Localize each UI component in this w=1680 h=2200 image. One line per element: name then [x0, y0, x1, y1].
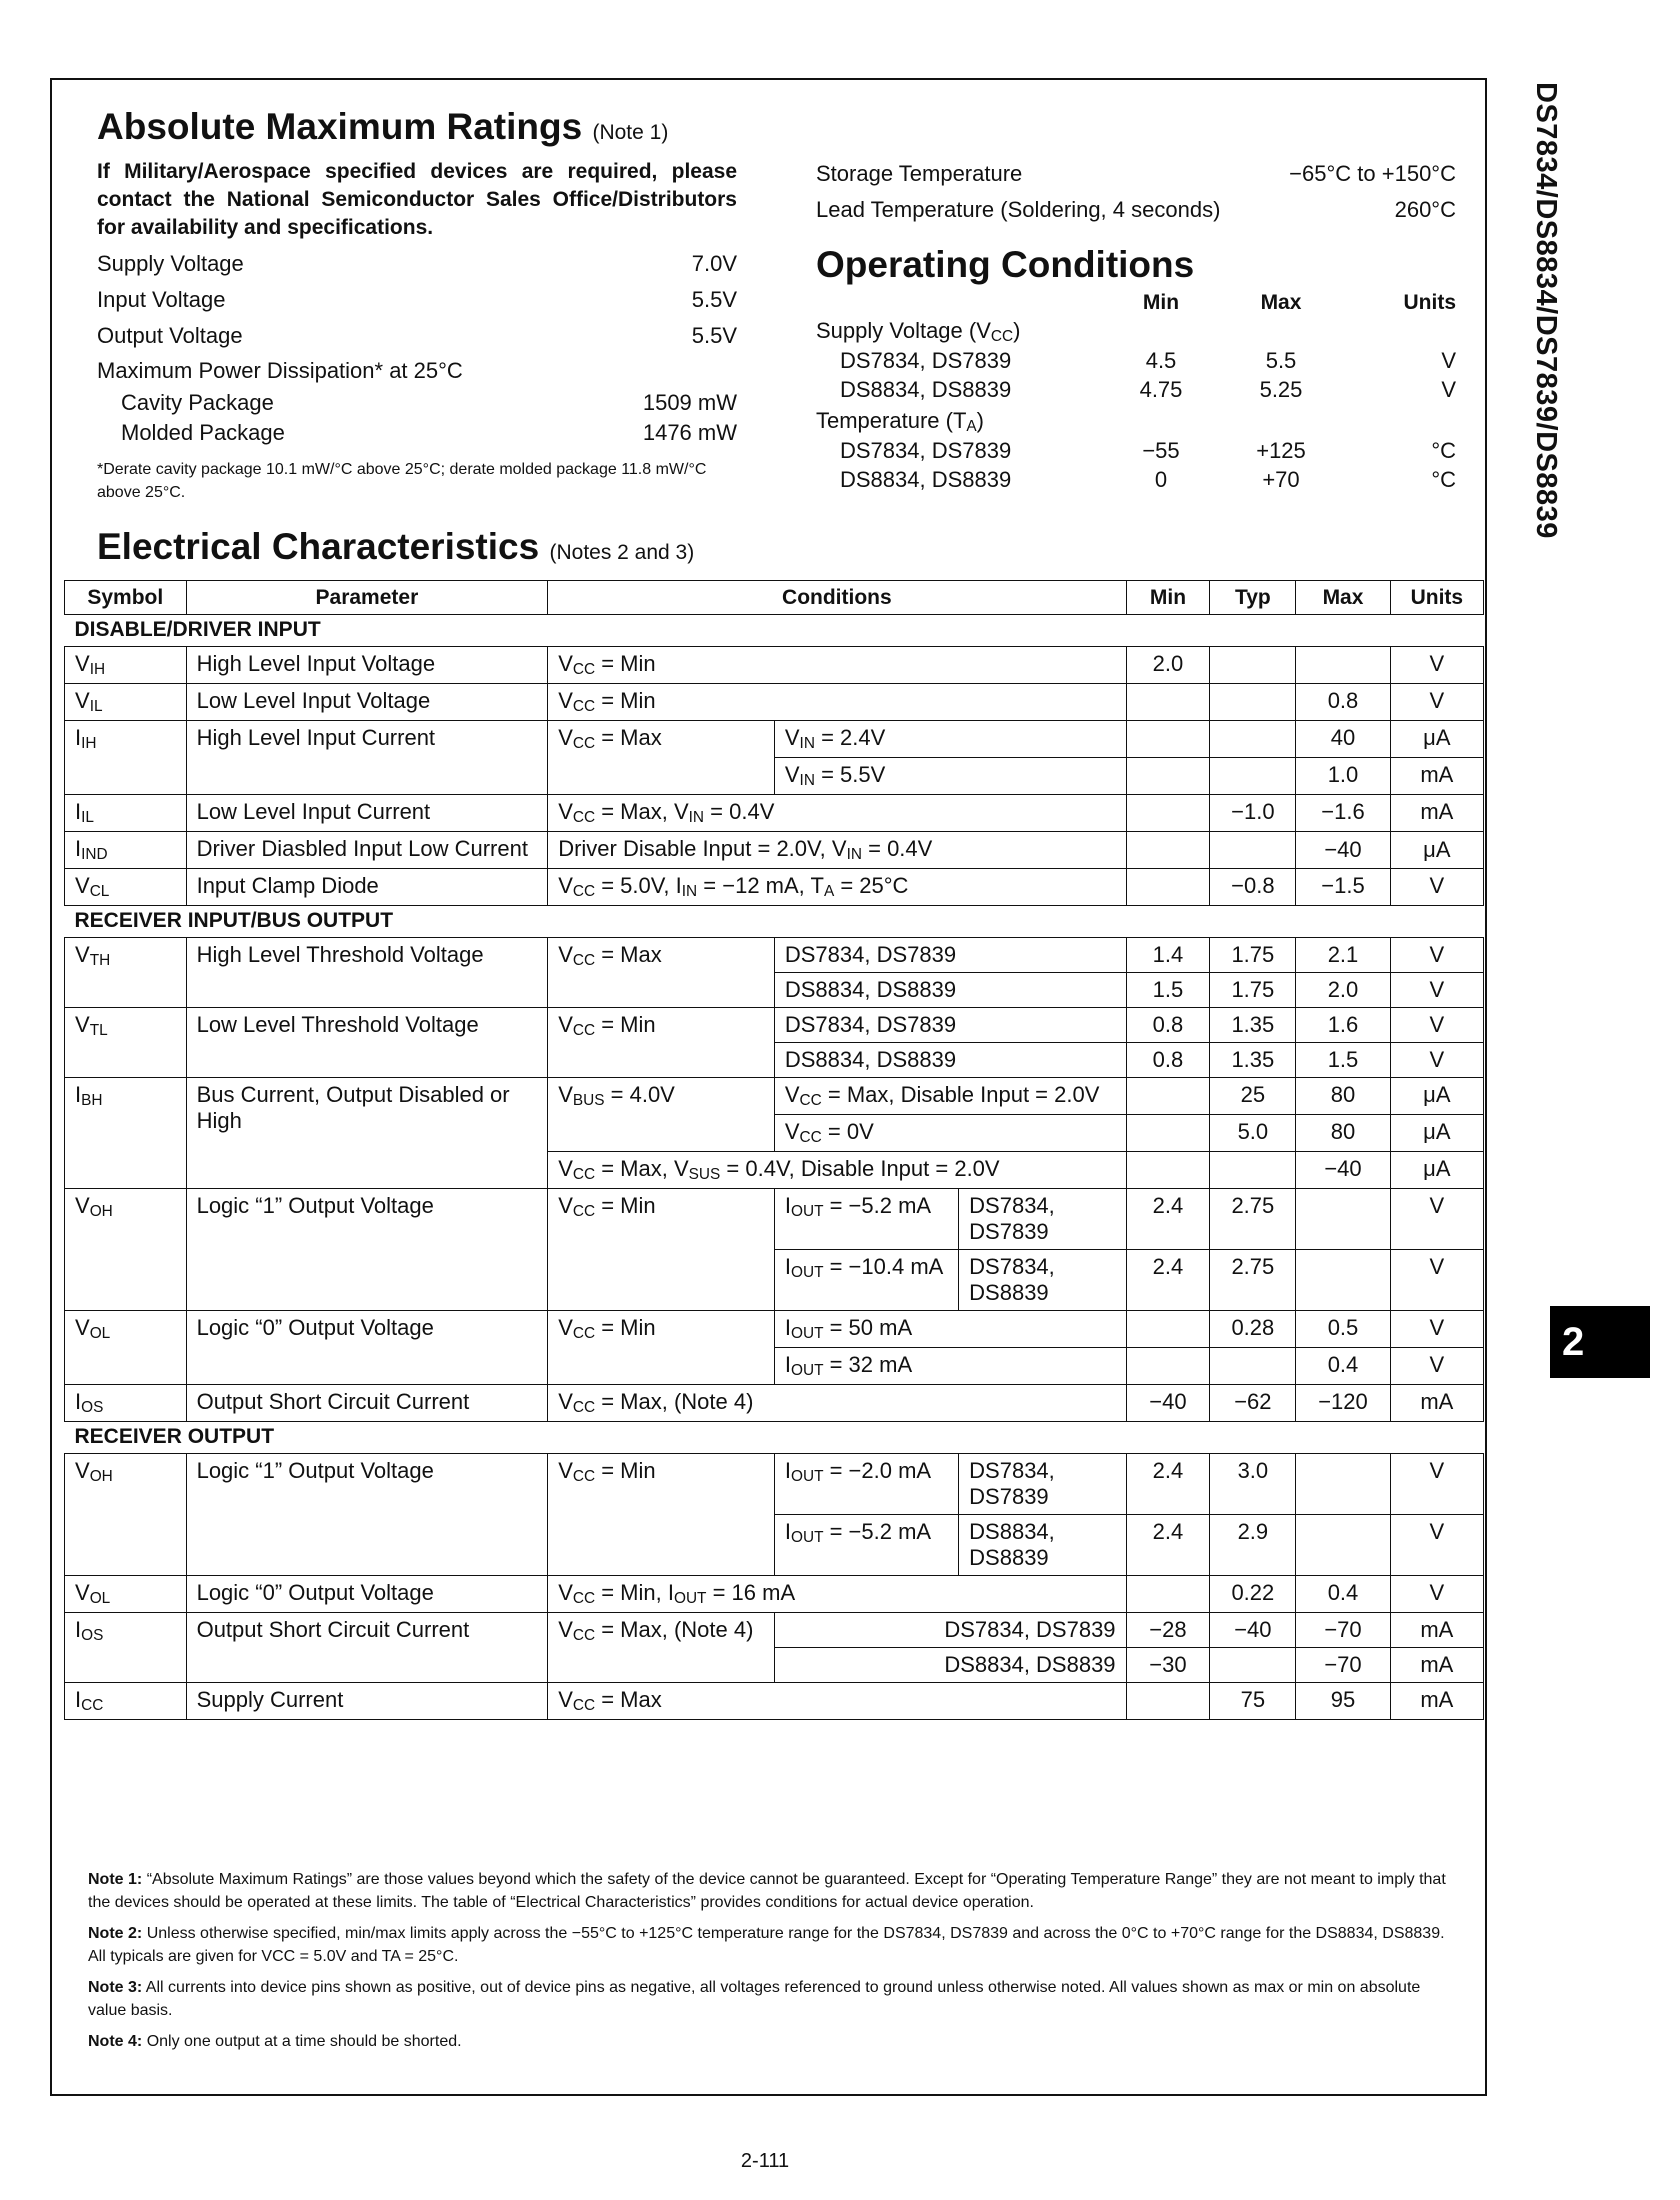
symbol-vtl: $V_{TL}$ — [65, 1008, 187, 1078]
typ-value — [1210, 758, 1296, 795]
header-max: Max — [1296, 581, 1390, 615]
opcond-device: DS7834, DS7839 — [840, 347, 1012, 373]
unit: mA — [1390, 758, 1483, 795]
min-value — [1126, 1348, 1210, 1385]
typ-value — [1210, 832, 1296, 869]
section-disable-driver-input: DISABLE/DRIVER INPUT — [65, 615, 1484, 647]
opcond-min: 4.5 — [1145, 347, 1177, 373]
parameter: Output Short Circuit Current — [186, 1385, 548, 1422]
table-row — [65, 1385, 1484, 1422]
unit: V — [1390, 1043, 1483, 1078]
min-value: 2.4 — [1126, 1189, 1210, 1250]
opcond-supply-label: Supply Voltage $(V_{CC})$ — [816, 317, 1021, 345]
opcond-device: DS8834, DS8839 — [840, 466, 1012, 492]
unit: V — [1390, 1515, 1483, 1576]
sub-condition: $I_{OUT} = 50$ mA — [774, 1311, 1126, 1348]
sub-condition: $V_{CC}$ = Max, Disable Input = 2.0V — [774, 1078, 1126, 1115]
min-value — [1126, 721, 1210, 758]
unit: V — [1390, 1348, 1483, 1385]
storage-row: Storage Temperature −65°C to +150°C — [816, 161, 1456, 186]
conditions: $V_{CC}$ = Max, $V_{SUS} = 0.4V$, Disable Input = 2.0V — [548, 1152, 1126, 1189]
device: DS8834, DS8839 — [969, 1519, 1055, 1570]
max-value: 0.4 — [1296, 1348, 1390, 1385]
header-symbol: Symbol — [65, 581, 187, 615]
opcond-unit: °C — [1431, 466, 1456, 492]
min-value — [1126, 1576, 1210, 1613]
unit: V — [1390, 973, 1483, 1008]
header-units: Units — [1390, 581, 1483, 615]
unit: V — [1390, 1454, 1483, 1515]
min-value — [1126, 684, 1210, 721]
symbol-vih: $V_{IH}$ — [65, 647, 187, 684]
opcond-unit: V — [1441, 347, 1456, 373]
sub-condition-cell — [774, 1515, 1126, 1576]
max-value: 0.5 — [1296, 1311, 1390, 1348]
table-row — [65, 684, 1484, 721]
operating-conditions — [816, 288, 1456, 494]
device: DS8834, DS8839 — [774, 1648, 1126, 1683]
header-conditions: Conditions — [548, 581, 1126, 615]
parameter: Bus Current, Output Disabled or High — [186, 1078, 548, 1189]
symbol-iind: $I_{IND}$ — [65, 832, 187, 869]
parameter: Low Level Input Voltage — [186, 684, 548, 721]
table-row — [65, 938, 1484, 973]
conditions: $V_{CC}$ = Max — [548, 721, 775, 795]
section-tab: 2 — [1550, 1306, 1650, 1378]
table-row — [65, 1613, 1484, 1648]
opcond-max: 5.25 — [1259, 376, 1303, 402]
typ-value: 1.75 — [1210, 938, 1296, 973]
typ-value: 1.35 — [1210, 1008, 1296, 1043]
device: DS7834, DS7839 — [774, 1008, 1126, 1043]
min-value — [1126, 1311, 1210, 1348]
lead-row: Lead Temperature (Soldering, 4 seconds) 260°C — [816, 197, 1456, 222]
sub-condition-cell — [774, 1250, 1126, 1311]
min-value: −40 — [1126, 1385, 1210, 1422]
device: DS7834, DS7839 — [969, 1458, 1055, 1509]
conditions: $V_{CC}$ = Min, $I_{OUT} = 16$ mA — [548, 1576, 1126, 1613]
parameter: High Level Threshold Voltage — [186, 938, 548, 1008]
conditions: $V_{CC}$ = Max, (Note 4) — [548, 1385, 1126, 1422]
typ-value — [1210, 1152, 1296, 1189]
conditions: $V_{CC}$ = Max — [548, 938, 775, 1008]
conditions: $V_{CC}$ = Max, (Note 4) — [548, 1613, 775, 1683]
symbol-ios: $I_{OS}$ — [65, 1613, 187, 1683]
symbol-iih: $I_{IH}$ — [65, 721, 187, 795]
typ-value: 2.75 — [1210, 1250, 1296, 1311]
sub-condition-cell — [774, 1189, 1126, 1250]
table-row — [65, 795, 1484, 832]
parameter: Low Level Input Current — [186, 795, 548, 832]
conditions: $V_{CC}$ = Min — [548, 647, 1126, 684]
max-value: 1.6 — [1296, 1008, 1390, 1043]
typ-value: 5.0 — [1210, 1115, 1296, 1152]
opcond-min: −55 — [1142, 437, 1180, 463]
min-value — [1126, 795, 1210, 832]
unit: μA — [1390, 1078, 1483, 1115]
typ-value: −0.8 — [1210, 869, 1296, 906]
typ-value: −1.0 — [1210, 795, 1296, 832]
min-value — [1126, 758, 1210, 795]
amr-molded-row: Molded Package 1476 mW — [121, 420, 737, 445]
unit: μA — [1390, 1115, 1483, 1152]
notes — [88, 1868, 1460, 2061]
symbol-ibh: $I_{BH}$ — [65, 1078, 187, 1189]
unit: μA — [1390, 832, 1483, 869]
max-value: 40 — [1296, 721, 1390, 758]
table-row — [65, 647, 1484, 684]
sub-condition: $I_{OUT} = -5.2$ mA — [775, 1189, 959, 1249]
typ-value — [1210, 647, 1296, 684]
note-3: Note 3: All currents into device pins shown as positive, out of device pins as negative, all voltages referenced to ground unless otherwise noted. All values shown as max or min on absolute value basis. — [88, 1979, 1421, 2019]
max-value: −70 — [1296, 1613, 1390, 1648]
max-value — [1296, 1250, 1390, 1311]
table-row — [65, 721, 1484, 758]
opcond-device: DS7834, DS7839 — [840, 437, 1012, 463]
table-row — [65, 1454, 1484, 1515]
min-value: 2.4 — [1126, 1515, 1210, 1576]
max-value: 95 — [1296, 1683, 1390, 1720]
table-row — [65, 1683, 1484, 1720]
opcond-unit: °C — [1431, 437, 1456, 463]
min-value: 1.5 — [1126, 973, 1210, 1008]
parameter: Input Clamp Diode — [186, 869, 548, 906]
header-parameter: Parameter — [186, 581, 548, 615]
amr-cavity-row: Cavity Package 1509 mW — [121, 390, 737, 415]
symbol-voh: $V_{OH}$ — [65, 1189, 187, 1311]
min-value — [1126, 1683, 1210, 1720]
min-value: 2.4 — [1126, 1454, 1210, 1515]
conditions: $V_{CC}$ = Min — [548, 1454, 775, 1576]
max-value: 80 — [1296, 1115, 1390, 1152]
min-value — [1126, 1152, 1210, 1189]
min-value: 2.4 — [1126, 1250, 1210, 1311]
typ-value: 0.28 — [1210, 1311, 1296, 1348]
opcond-min: 0 — [1154, 466, 1168, 492]
typ-value: 3.0 — [1210, 1454, 1296, 1515]
table-row — [65, 832, 1484, 869]
opcond-max: +125 — [1256, 437, 1306, 463]
unit: V — [1390, 938, 1483, 973]
symbol-ios: $I_{OS}$ — [65, 1385, 187, 1422]
parameter: Logic “1” Output Voltage — [186, 1454, 548, 1576]
opcond-device: DS8834, DS8839 — [840, 376, 1012, 402]
typ-value: 1.35 — [1210, 1043, 1296, 1078]
device: DS7834, DS7839 — [774, 1613, 1126, 1648]
amr-title: Absolute Maximum Ratings (Note 1) — [97, 106, 669, 147]
max-value — [1296, 1515, 1390, 1576]
unit: V — [1390, 1008, 1483, 1043]
unit: V — [1390, 1311, 1483, 1348]
typ-value: 75 — [1210, 1683, 1296, 1720]
parameter: High Level Input Voltage — [186, 647, 548, 684]
min-value — [1126, 1078, 1210, 1115]
conditions: Driver Disable Input = 2.0V, $V_{IN} = 0.4V$ — [548, 832, 1126, 869]
typ-value: 2.9 — [1210, 1515, 1296, 1576]
conditions: $V_{BUS} = 4.0V$ — [548, 1078, 775, 1152]
sub-condition: $I_{OUT} = 32$ mA — [774, 1348, 1126, 1385]
typ-value — [1210, 684, 1296, 721]
max-value: 1.5 — [1296, 1043, 1390, 1078]
note-2: Note 2: Unless otherwise specified, min/max limits apply across the −55°C to +125°C temperature range for the DS7834, DS7839 and across the 0°C to +70°C range for the DS8834, DS8839. All typicals are given for VCC = 5.0V and TA = 25°C. — [88, 1925, 1445, 1965]
unit: V — [1390, 1576, 1483, 1613]
parameter: Low Level Threshold Voltage — [186, 1008, 548, 1078]
max-value: 2.1 — [1296, 938, 1390, 973]
unit: μA — [1390, 721, 1483, 758]
note-4: Note 4: Only one output at a time should be shorted. — [88, 2033, 462, 2050]
unit: V — [1390, 684, 1483, 721]
military-note: If Military/Aerospace specified devices are required, please contact the National Semiconductor Sales Office/Distributors for availability and specifications. — [97, 160, 737, 239]
conditions: $V_{CC} = 5.0V$, $I_{IN} = -12$ mA, $T_A = 25^\circ C$ — [548, 869, 1126, 906]
typ-value: 0.22 — [1210, 1576, 1296, 1613]
min-value: −30 — [1126, 1648, 1210, 1683]
max-value: 80 — [1296, 1078, 1390, 1115]
ec-title: Electrical Characteristics (Notes 2 and 3) — [97, 526, 695, 567]
header-min: Min — [1126, 581, 1210, 615]
sub-condition: $I_{OUT} = -2.0$ mA — [775, 1454, 959, 1514]
absolute-max-ratings — [97, 158, 737, 504]
max-value: −1.6 — [1296, 795, 1390, 832]
min-value — [1126, 832, 1210, 869]
symbol-iil: $I_{IL}$ — [65, 795, 187, 832]
max-value — [1296, 647, 1390, 684]
parameter: High Level Input Current — [186, 721, 548, 795]
sub-condition: $V_{IN} = 2.4V$ — [774, 721, 1126, 758]
section-receiver-input-bus-output: RECEIVER INPUT/BUS OUTPUT — [65, 906, 1484, 938]
device: DS8834, DS8839 — [774, 973, 1126, 1008]
table-row — [65, 1008, 1484, 1043]
storage-ratings — [816, 156, 1456, 228]
symbol-vil: $V_{IL}$ — [65, 684, 187, 721]
max-value: 0.4 — [1296, 1576, 1390, 1613]
max-value: 1.0 — [1296, 758, 1390, 795]
typ-value: −40 — [1210, 1613, 1296, 1648]
unit: mA — [1390, 795, 1483, 832]
sub-condition: $V_{CC} = 0V$ — [774, 1115, 1126, 1152]
typ-value: 2.75 — [1210, 1189, 1296, 1250]
device: DS8834, DS8839 — [774, 1043, 1126, 1078]
table-row — [65, 869, 1484, 906]
opcond-min: 4.75 — [1139, 376, 1183, 402]
symbol-vol: $V_{OL}$ — [65, 1576, 187, 1613]
typ-value — [1210, 1648, 1296, 1683]
min-value — [1126, 1115, 1210, 1152]
min-value: 1.4 — [1126, 938, 1210, 973]
opcond-unit: V — [1441, 376, 1456, 402]
parameter: Logic “0” Output Voltage — [186, 1576, 548, 1613]
unit: V — [1390, 647, 1483, 684]
typ-value: 25 — [1210, 1078, 1296, 1115]
typ-value — [1210, 1348, 1296, 1385]
unit: V — [1390, 1250, 1483, 1311]
parameter: Logic “1” Output Voltage — [186, 1189, 548, 1311]
device: DS7834, DS7839 — [969, 1193, 1055, 1244]
max-value: −120 — [1296, 1385, 1390, 1422]
min-value: 0.8 — [1126, 1008, 1210, 1043]
symbol-voh: $V_{OH}$ — [65, 1454, 187, 1576]
opcond-header-max: Max — [1260, 290, 1302, 314]
page-number: 2-111 — [740, 2150, 790, 2172]
parameter: Logic “0” Output Voltage — [186, 1311, 548, 1385]
conditions: $V_{CC}$ = Min — [548, 1008, 775, 1078]
opcond-temp-label: Temperature $(T_A)$ — [816, 408, 984, 435]
table-row — [65, 1189, 1484, 1250]
table-row — [65, 1078, 1484, 1115]
unit: μA — [1390, 1152, 1483, 1189]
opcond-max: 5.5 — [1265, 347, 1297, 373]
section-receiver-output: RECEIVER OUTPUT — [65, 1422, 1484, 1454]
unit: mA — [1390, 1613, 1483, 1648]
sub-condition: $V_{IN} = 5.5V$ — [774, 758, 1126, 795]
table-header-row — [65, 581, 1484, 615]
side-title: DS7834/DS8834/DS7839/DS8839 — [1530, 82, 1562, 539]
max-value: 0.8 — [1296, 684, 1390, 721]
device: DS7834, DS8839 — [969, 1254, 1055, 1305]
table-row — [65, 1576, 1484, 1613]
conditions: $V_{CC}$ = Min — [548, 684, 1126, 721]
sub-condition: $I_{OUT} = -5.2$ mA — [775, 1515, 959, 1575]
min-value: 2.0 — [1126, 647, 1210, 684]
unit: mA — [1390, 1683, 1483, 1720]
unit: mA — [1390, 1385, 1483, 1422]
max-value: −70 — [1296, 1648, 1390, 1683]
min-value: 0.8 — [1126, 1043, 1210, 1078]
symbol-vth: $V_{TH}$ — [65, 938, 187, 1008]
opcond-header-min: Min — [1142, 290, 1180, 314]
note-1: Note 1: “Absolute Maximum Ratings” are those values beyond which the safety of the device cannot be guaranteed. Except for “Operating Temperature Range” they are not meant to imply that the devices should be operated at these limits. The table of “Electrical Characteristics” provides conditions for actual device operation. — [88, 1871, 1446, 1911]
max-value: −40 — [1296, 1152, 1390, 1189]
max-value: −40 — [1296, 832, 1390, 869]
unit: V — [1390, 869, 1483, 906]
typ-value — [1210, 721, 1296, 758]
device: DS7834, DS7839 — [774, 938, 1126, 973]
typ-value: −62 — [1210, 1385, 1296, 1422]
amr-footnote: *Derate cavity package 10.1 mW/°C above 25°C; derate molded package 11.8 mW/°C above 25°C. — [97, 461, 707, 501]
unit: mA — [1390, 1648, 1483, 1683]
sub-condition-cell — [774, 1454, 1126, 1515]
min-value: −28 — [1126, 1613, 1210, 1648]
conditions: $V_{CC}$ = Max — [548, 1683, 1126, 1720]
parameter: Output Short Circuit Current — [186, 1613, 548, 1683]
sub-condition: $I_{OUT} = -10.4$ mA — [775, 1250, 959, 1310]
unit: V — [1390, 1189, 1483, 1250]
conditions: $V_{CC}$ = Max, $V_{IN} = 0.4V$ — [548, 795, 1126, 832]
conditions: $V_{CC}$ = Min — [548, 1311, 775, 1385]
symbol-vcl: $V_{CL}$ — [65, 869, 187, 906]
table-row — [65, 1311, 1484, 1348]
amr-input-row: Input Voltage 5.5V — [97, 287, 737, 312]
opcond-title: Operating Conditions — [816, 244, 1195, 285]
typ-value: 1.75 — [1210, 973, 1296, 1008]
conditions: $V_{CC}$ = Min — [548, 1189, 775, 1311]
parameter: Supply Current — [186, 1683, 548, 1720]
opcond-max: +70 — [1262, 466, 1300, 492]
max-value — [1296, 1454, 1390, 1515]
parameter: Driver Diasbled Input Low Current — [186, 832, 548, 869]
header-typ: Typ — [1210, 581, 1296, 615]
amr-power-row: Maximum Power Dissipation* at 25°C — [97, 358, 463, 383]
max-value — [1296, 1189, 1390, 1250]
min-value — [1126, 869, 1210, 906]
opcond-header-units: Units — [1403, 290, 1456, 314]
electrical-characteristics-table — [64, 580, 1484, 1720]
amr-output-row: Output Voltage 5.5V — [97, 323, 737, 348]
max-value: −1.5 — [1296, 869, 1390, 906]
amr-supply-row: Supply Voltage 7.0V — [97, 251, 737, 276]
symbol-vol: $V_{OL}$ — [65, 1311, 187, 1385]
max-value: 2.0 — [1296, 973, 1390, 1008]
symbol-icc: $I_{CC}$ — [65, 1683, 187, 1720]
